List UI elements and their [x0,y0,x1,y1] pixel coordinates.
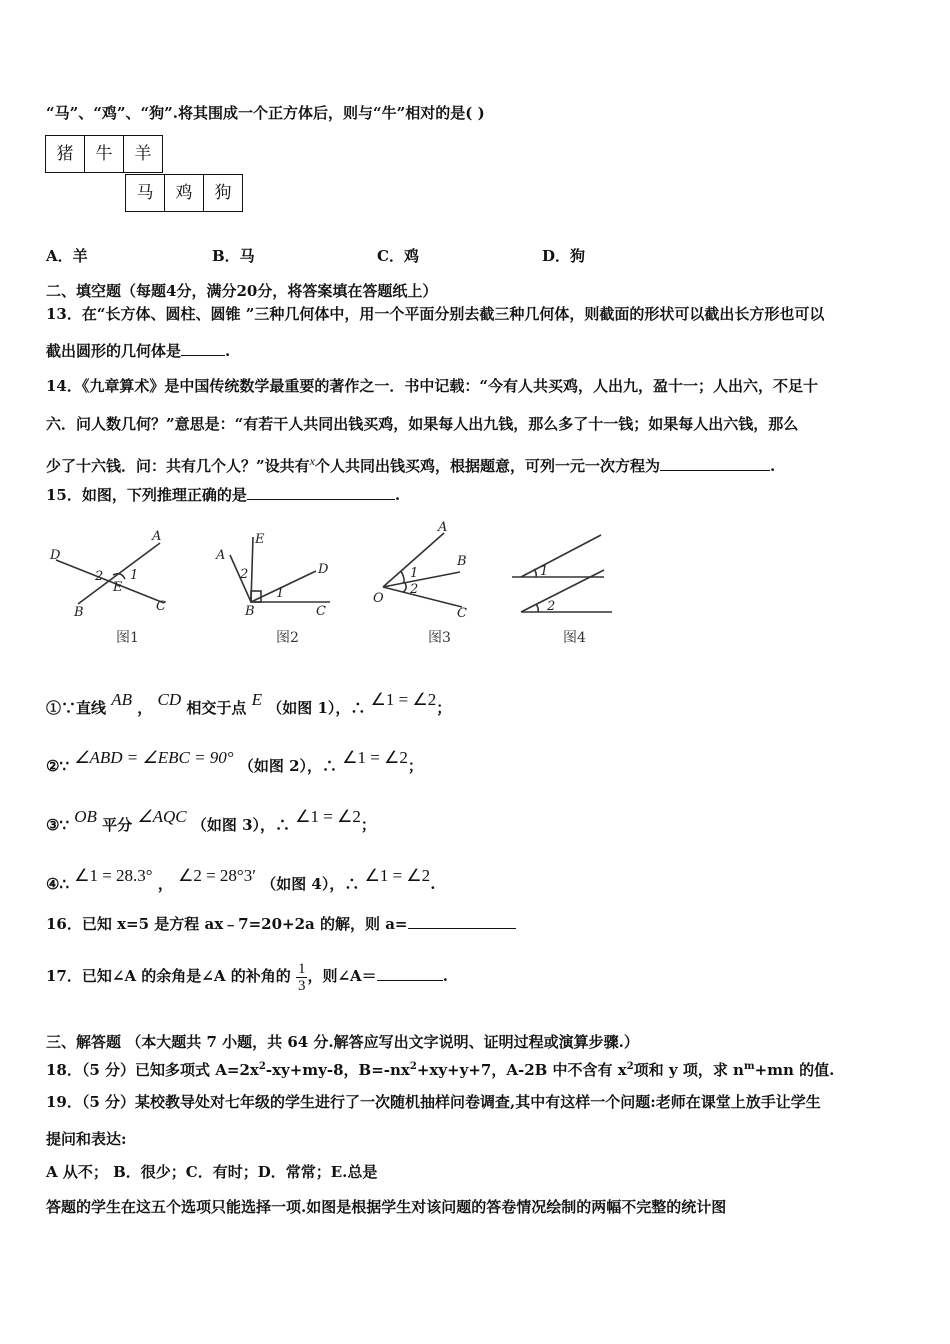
fig1-label: C [156,599,166,614]
answer-blank[interactable] [247,485,395,500]
fig3-label: 2 [410,582,419,597]
fig3-label: 1 [410,566,419,581]
item-text: ； [436,699,452,717]
fig2-label: D [318,562,329,577]
q14-line1: 14．《九章算术》是中国传统数学最重要的著作之一．书中记载：“今有人共买鸡，人出九，盈十一；人出六，不足十 [46,377,819,395]
fig1-label: E [113,580,123,595]
q15-item2 [46,748,423,776]
answer-blank[interactable] [408,914,516,929]
net-cell: 猪 [45,135,85,173]
fig1-line-dc [56,560,164,603]
fig2-label: 2 [240,567,249,582]
math-aqc: ∠AQC [137,807,187,826]
item-text: ④∴ [46,875,69,893]
q14-text: 少了十六钱．问：共有几个人？”设共有 [46,457,310,475]
q19-line1: 19．（5 分）某校教导处对七年级的学生进行了一次随机抽样问卷调查,其中有这样一个问题:老师在课堂上放手让学生 [46,1093,821,1111]
q15-item3 [46,807,376,835]
item-text: . [430,875,436,893]
fig2-label: B [245,604,255,619]
fig4-arc-1 [534,569,536,577]
fig2-label: E [255,532,265,547]
item-text: ， [137,699,153,717]
var-x: x [309,454,315,468]
item-text: ①∵直线 [46,699,107,717]
fig3-arc-2 [403,583,406,592]
math-condition: ∠ABD = ∠EBC = 90° [74,748,234,767]
q19-line3: A 从不； B．很少；C．有时；D．常常；E.总是 [46,1163,378,1181]
fig1-label: D [50,548,61,563]
q19-line2: 提问和表达: [46,1130,127,1148]
q15-figures [0,515,950,655]
fig4-label: 2 [547,599,556,614]
q15-item4 [46,866,435,894]
fraction [296,961,308,994]
item-text: ②∵ [46,757,69,775]
math-condition: ∠1 = 28.3° [74,866,153,885]
net-cell: 牛 [84,135,124,173]
q14-line3 [46,451,775,476]
math-conclusion: ∠1 = ∠2 [370,690,437,709]
q12-stem: “马”、“鸡”、“狗”.将其围成一个正方体后，则与“牛”相对的是( ) [46,104,485,122]
fig3-caption: 图3 [428,630,451,646]
q18-text: +mn 的值. [754,1061,835,1079]
math-ab: AB [111,690,133,709]
math-cd: CD [157,690,182,709]
q18-text: -xy+my-8，B=-nx [265,1061,410,1079]
q18-text: 项和 y 项，求 n [633,1061,744,1079]
item-text: ； [360,816,376,834]
option-d: D．狗 [542,247,586,265]
frac-num: 1 [297,960,306,977]
superscript: 2 [258,1061,266,1072]
option-c: C．鸡 [377,247,419,265]
q15-end: . [394,486,401,504]
q13-line1: 13．在“长方体、圆柱、圆锥 ”三种几何体中，用一个平面分别去截三种几何体，则截面的形状可以截出长方形也可以 [46,305,825,323]
fig4-line-slant-top [521,535,601,577]
math-conclusion: ∠1 = ∠2 [295,807,361,826]
q15-item1 [46,690,451,718]
math-conclusion: ∠1 = ∠2 [364,866,431,885]
item-text: （如图 4），∴ [261,875,360,893]
fig2-label: A [216,548,226,563]
frac-den: 3 [297,977,306,994]
q18-text: 18．（5 分）已知多项式 A=2x [46,1061,259,1079]
answer-blank[interactable] [181,341,225,356]
fig3-line-oc [383,587,462,607]
net-cell: 鸡 [164,174,204,212]
q18 [46,1057,834,1080]
fig4-arc-2 [536,604,538,612]
fig3-label: C [457,606,467,621]
math-conclusion: ∠1 = ∠2 [342,748,408,767]
section3-heading: 三、解答题 （本大题共 7 小题，共 64 分.解答应写出文字说明、证明过程或演算步骤.） [46,1033,639,1051]
net-cell: 马 [125,174,165,212]
q17-end: . [442,967,448,985]
fig3-arc-1 [401,571,404,583]
q14-text-b: 个人共同出钱买鸡，根据题意，可列一元一次方程为 [314,457,660,475]
q14-line2: 六．问人数几何？”意思是：“有若干人共同出钱买鸡，如果每人出九钱，那么多了十一钱；如果每人出六钱，那么 [46,415,799,433]
fig3-label: B [457,554,467,569]
fig1-label: B [74,605,84,620]
q19-line4: 答题的学生在这五个选项只能选择一项.如图是根据学生对该问题的答卷情况绘制的两幅不完整的统计图 [46,1198,727,1216]
fig3-label: A [438,520,448,535]
net-cell: 羊 [123,135,163,173]
answer-blank[interactable] [660,456,770,471]
math-ob: OB [74,807,97,826]
option-a: A．羊 [46,247,88,265]
q13-text: 截出圆形的几何体是 [46,342,182,360]
fig2-label: 1 [276,586,285,601]
fig2-caption: 图2 [276,630,299,646]
q17-text-b: ，则∠A＝ [307,967,377,985]
q15-stem [46,485,400,505]
item-text: 相交于点 [186,699,247,717]
section2-heading: 二、填空题（每题4分，满分20分，将答案填在答题纸上） [46,282,438,300]
superscript: 2 [409,1061,417,1072]
net-cell: 狗 [203,174,243,212]
fig1-label: 1 [130,568,139,583]
answer-blank[interactable] [377,966,443,981]
fig3-label: O [373,591,384,606]
fig4-label: 1 [540,564,549,579]
superscript: 2 [626,1061,634,1072]
item-text: ③∵ [46,816,69,834]
fig3-line-ob [383,572,460,587]
math-e: E [251,690,263,709]
q17-text: 17．已知∠A 的余角是∠A 的补角的 [46,967,291,985]
fig2-label: C [316,604,326,619]
q15-text: 15．如图，下列推理正确的是 [46,486,247,504]
q14-end: . [769,457,776,475]
fig1-label: 2 [95,569,104,584]
fig1-label: A [152,529,162,544]
item-text: （如图 3），∴ [191,816,291,834]
fig1-caption: 图1 [116,630,139,646]
item-text: ， [157,875,173,893]
q16 [46,914,516,934]
option-b: B．马 [212,247,255,265]
q13-end: . [225,342,231,360]
item-text: 平分 [102,816,133,834]
q16-text: 16．已知 x=5 是方程 ax﹣7=20+2a 的解，则 a= [46,915,408,933]
item-text: （如图 1），∴ [267,699,366,717]
q13-line2 [46,341,230,361]
fig4-caption: 图4 [563,630,586,646]
q18-text: +xy+y+7，A-2B 中不含有 x [416,1061,627,1079]
item-text: ； [407,757,423,775]
q17 [46,956,448,996]
item-text: （如图 2），∴ [238,757,338,775]
superscript: m [743,1061,755,1072]
math-condition: ∠2 = 28°3′ [178,866,256,885]
